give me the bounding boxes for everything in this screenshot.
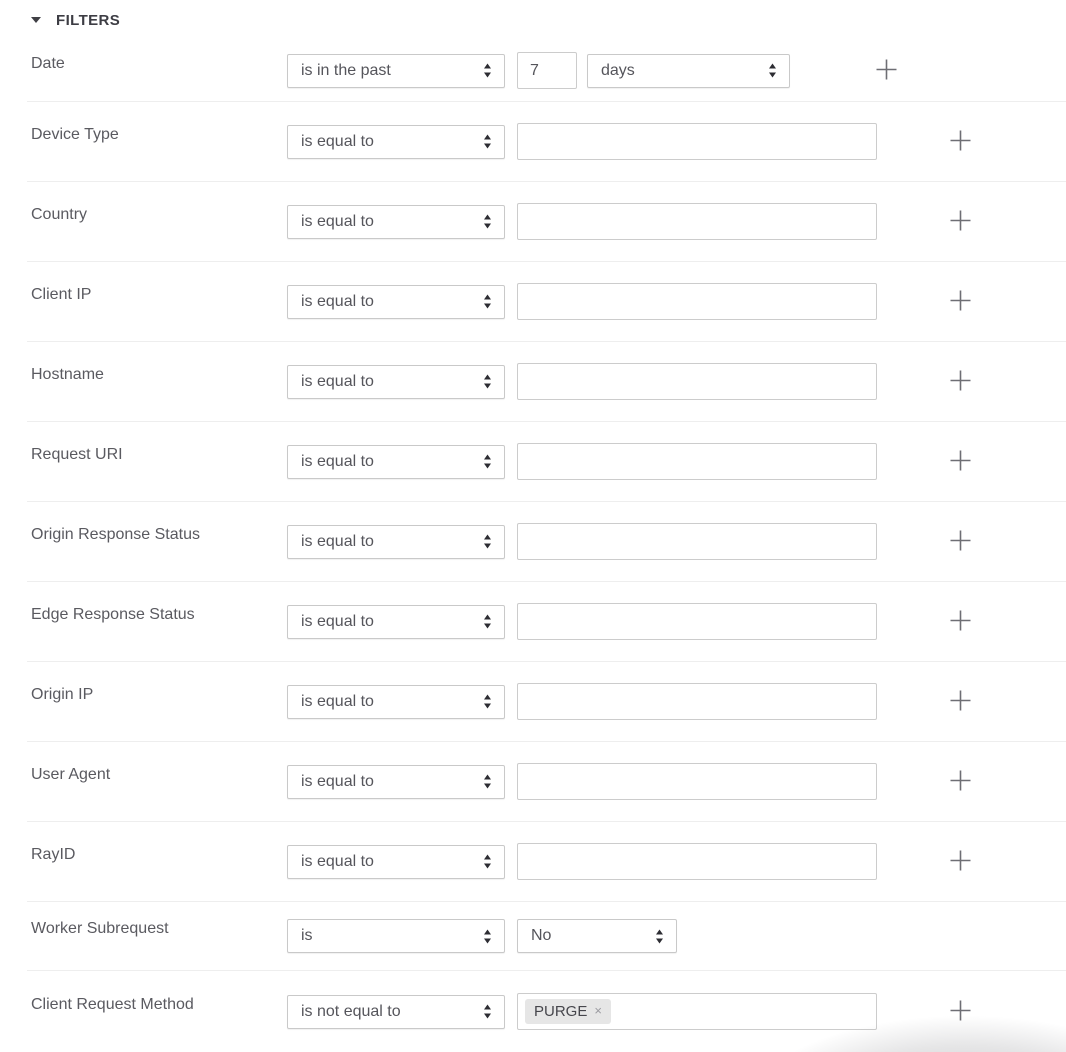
filter-row-request-uri bbox=[27, 422, 1066, 502]
tag-chip-label: PURGE bbox=[534, 1003, 588, 1020]
operator-select[interactable] bbox=[287, 995, 505, 1029]
duration-unit-select[interactable] bbox=[587, 54, 790, 88]
plus-icon bbox=[949, 129, 972, 155]
filter-row-worker-subrequest bbox=[27, 902, 1066, 971]
operator-select[interactable] bbox=[287, 685, 505, 719]
filter-row-edge-response-status bbox=[27, 582, 1066, 662]
value-input[interactable] bbox=[517, 203, 877, 240]
operator-select-text: is equal to bbox=[301, 452, 374, 470]
value-input[interactable] bbox=[517, 123, 877, 160]
operator-select-text: is equal to bbox=[301, 612, 374, 630]
operator-select[interactable] bbox=[287, 445, 505, 479]
select-stepper-icon bbox=[483, 134, 492, 149]
filter-label: Origin Response Status bbox=[31, 525, 200, 543]
filter-row-origin-ip bbox=[27, 662, 1066, 742]
select-stepper-icon bbox=[483, 534, 492, 549]
add-filter-button[interactable] bbox=[945, 127, 975, 157]
add-filter-button[interactable] bbox=[945, 767, 975, 797]
plus-icon bbox=[875, 58, 898, 84]
value-input[interactable] bbox=[517, 603, 877, 640]
filter-label: Worker Subrequest bbox=[31, 920, 169, 937]
plus-icon bbox=[949, 369, 972, 395]
select-stepper-icon bbox=[483, 694, 492, 709]
operator-select-text: is equal to bbox=[301, 532, 374, 550]
remove-tag-icon[interactable]: × bbox=[594, 1003, 602, 1018]
collapse-triangle-icon[interactable] bbox=[31, 17, 41, 23]
select-stepper-icon bbox=[483, 614, 492, 629]
operator-select-text: is equal to bbox=[301, 132, 374, 150]
operator-select[interactable] bbox=[287, 525, 505, 559]
select-stepper-icon bbox=[655, 929, 664, 944]
filter-row-hostname bbox=[27, 342, 1066, 422]
plus-icon bbox=[949, 209, 972, 235]
plus-icon bbox=[949, 689, 972, 715]
operator-select-text: is equal to bbox=[301, 692, 374, 710]
operator-select[interactable] bbox=[287, 285, 505, 319]
value-input[interactable] bbox=[517, 843, 877, 880]
filter-row-user-agent bbox=[27, 742, 1066, 822]
select-stepper-icon bbox=[483, 294, 492, 309]
operator-select-text: is equal to bbox=[301, 772, 374, 790]
tags-input[interactable] bbox=[517, 993, 877, 1030]
operator-select[interactable] bbox=[287, 605, 505, 639]
filter-label: Client IP bbox=[31, 285, 92, 303]
operator-select[interactable] bbox=[287, 205, 505, 239]
filter-row-origin-response-status bbox=[27, 502, 1066, 582]
operator-select-text: is equal to bbox=[301, 292, 374, 310]
select-stepper-icon bbox=[483, 454, 492, 469]
value-input[interactable] bbox=[517, 763, 877, 800]
add-filter-button[interactable] bbox=[945, 287, 975, 317]
duration-unit-select-text: days bbox=[601, 61, 635, 79]
operator-select[interactable] bbox=[287, 765, 505, 799]
filter-label: User Agent bbox=[31, 765, 111, 783]
plus-icon bbox=[949, 289, 972, 315]
operator-select[interactable] bbox=[287, 919, 505, 953]
filter-row-date bbox=[27, 40, 1066, 102]
select-stepper-icon bbox=[483, 854, 492, 869]
filter-label: Origin IP bbox=[31, 685, 94, 703]
operator-select[interactable] bbox=[287, 125, 505, 159]
filter-rows bbox=[0, 40, 1066, 1052]
operator-select-text: is in the past bbox=[301, 61, 391, 79]
plus-icon bbox=[949, 609, 972, 635]
filter-label: Country bbox=[31, 205, 88, 223]
operator-select[interactable] bbox=[287, 365, 505, 399]
operator-select[interactable] bbox=[287, 845, 505, 879]
plus-icon bbox=[949, 449, 972, 475]
value-input[interactable] bbox=[517, 363, 877, 400]
select-stepper-icon bbox=[483, 1004, 492, 1019]
add-filter-button[interactable] bbox=[945, 447, 975, 477]
plus-icon bbox=[949, 529, 972, 555]
plus-icon bbox=[949, 999, 972, 1025]
add-filter-button[interactable] bbox=[871, 56, 901, 86]
operator-select-text: is equal to bbox=[301, 212, 374, 230]
filters-header bbox=[0, 0, 1066, 40]
value-input[interactable] bbox=[517, 283, 877, 320]
value-select-text: No bbox=[531, 927, 552, 944]
filter-label: Device Type bbox=[31, 125, 119, 143]
tag-chip bbox=[525, 999, 611, 1024]
operator-select-text: is not equal to bbox=[301, 1002, 401, 1020]
add-filter-button[interactable] bbox=[945, 687, 975, 717]
filter-label: Edge Response Status bbox=[31, 605, 195, 623]
filter-row-client-ip bbox=[27, 262, 1066, 342]
filter-row-rayid bbox=[27, 822, 1066, 902]
add-filter-button[interactable] bbox=[945, 367, 975, 397]
value-select[interactable] bbox=[517, 919, 677, 953]
operator-select[interactable] bbox=[287, 54, 505, 88]
operator-select-text: is bbox=[301, 927, 313, 944]
add-filter-button[interactable] bbox=[945, 997, 975, 1027]
select-stepper-icon bbox=[768, 63, 777, 78]
filter-row-country bbox=[27, 182, 1066, 262]
filter-label: RayID bbox=[31, 845, 76, 863]
plus-icon bbox=[949, 769, 972, 795]
filter-row-device-type bbox=[27, 102, 1066, 182]
add-filter-button[interactable] bbox=[945, 607, 975, 637]
filter-label: Hostname bbox=[31, 365, 104, 383]
filter-label: Request URI bbox=[31, 445, 123, 463]
select-stepper-icon bbox=[483, 929, 492, 944]
select-stepper-icon bbox=[483, 774, 492, 789]
select-stepper-icon bbox=[483, 214, 492, 229]
operator-select-text: is equal to bbox=[301, 852, 374, 870]
filters-title: FILTERS bbox=[56, 11, 121, 29]
operator-select-text: is equal to bbox=[301, 372, 374, 390]
select-stepper-icon bbox=[483, 63, 492, 78]
filter-label: Client Request Method bbox=[31, 995, 194, 1013]
value-input[interactable] bbox=[517, 523, 877, 560]
duration-value-input[interactable] bbox=[517, 52, 577, 89]
plus-icon bbox=[949, 849, 972, 875]
filter-row-client-request-method bbox=[27, 971, 1066, 1052]
value-input[interactable] bbox=[517, 683, 877, 720]
add-filter-button[interactable] bbox=[945, 527, 975, 557]
add-filter-button[interactable] bbox=[945, 207, 975, 237]
filter-label: Date bbox=[31, 54, 65, 72]
value-input[interactable] bbox=[517, 443, 877, 480]
select-stepper-icon bbox=[483, 374, 492, 389]
add-filter-button[interactable] bbox=[945, 847, 975, 877]
